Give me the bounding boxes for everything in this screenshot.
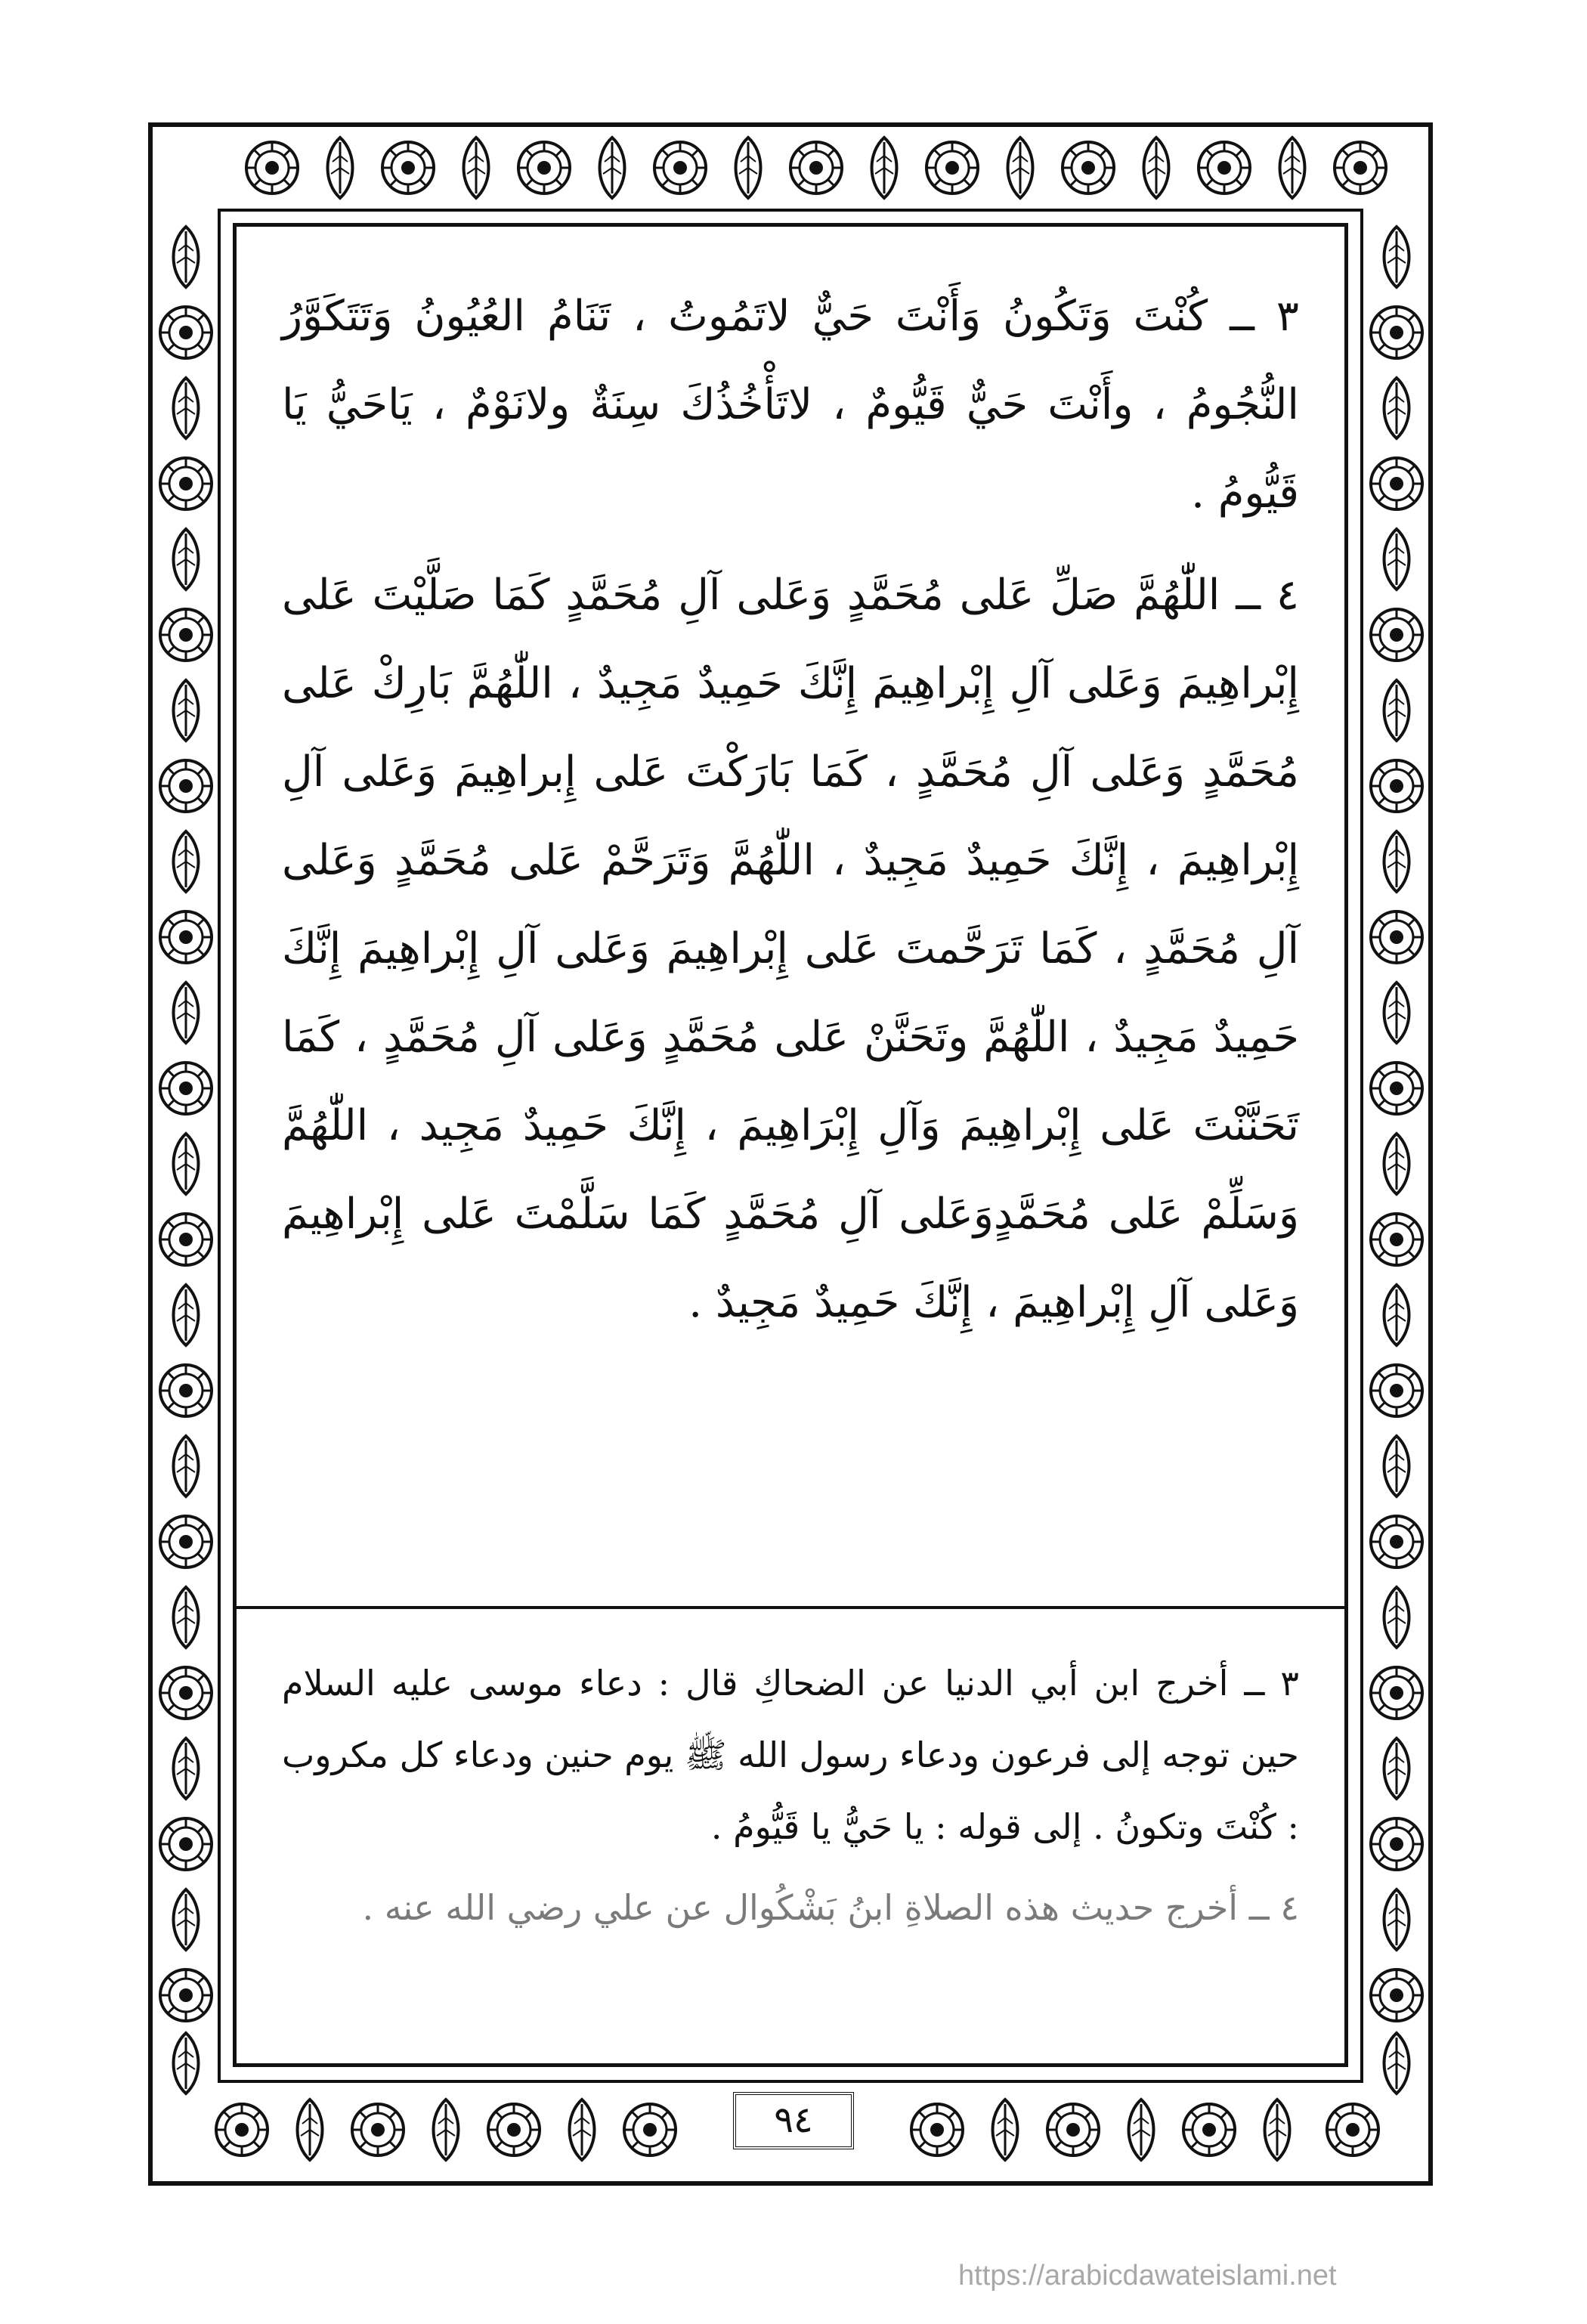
watermark-url: https://arabicdawateislami.net	[958, 2260, 1337, 2292]
footnote-3: ٣ ــ أخرج ابن أبي الدنيا عن الضحاكِ قال : دعاء موسى عليه السلام حين توجه إلى فرعون ودعاء رسول الله ﷺ يوم حنين ودعاء كل مكروب : كُنْتَ وتكونُ . إلى قوله : يا حَيُّ يا قَيُّومُ .	[282, 1663, 1299, 1847]
footnote-divider	[237, 1606, 1344, 1609]
main-text	[282, 272, 1299, 1360]
dua-paragraph-4: ٤ ــ اللّٰهُمَّ صَلِّ عَلى مُحَمَّدٍ وَعَلى آلِ مُحَمَّدٍ كَمَا صَلَّيْتَ عَلى إِبْراهِيمَ وَعَلى آلِ إِبْراهِيمَ إِنَّكَ حَمِيدٌ مَجِيدٌ ، اللّٰهُمَّ بَارِكْ عَلى مُحَمَّدٍ وَعَلى آلِ مُحَمَّدٍ ، كَمَا بَارَكْتَ عَلى إِبراهِيمَ وَعَلى آلِ إِبْراهِيمَ ، إِنَّكَ حَمِيدٌ مَجِيدٌ ، اللّٰهُمَّ وَتَرَحَّمْ عَلى مُحَمَّدٍ وَعَلى آلِ مُحَمَّدٍ ، كَمَا تَرَحَّمتَ عَلى إِبْراهِيمَ وَعَلى آلِ إِبْراهِيمَ إِنَّكَ حَمِيدٌ مَجِيدٌ ، اللّٰهُمَّ وتَحَنَّنْ عَلى مُحَمَّدٍ وَعَلى آلِ مُحَمَّدٍ ، كَمَا تَحَنَّنْتَ عَلى إِبْراهِيمَ وَآلِ إِبْرَاهِيمَ ، إِنَّكَ حَمِيدٌ مَجِيد ، اللّٰهُمَّ وَسَلِّمْ عَلى مُحَمَّدٍوَعَلى آلِ مُحَمَّدٍ كَمَا سَلَّمْتَ عَلى إِبْراهِيمَ وَعَلى آلِ إِبْراهِيمَ ، إِنَّكَ حَمِيدٌ مَجِيدٌ .	[282, 571, 1299, 1327]
text-panel	[233, 223, 1348, 2067]
page-number: ٩٤	[733, 2092, 854, 2149]
footnote-4: ٤ ــ أخرج حديث هذه الصلاةِ ابنُ بَشْكُوال عن علي رضي الله عنه .	[362, 1887, 1299, 1928]
footnotes	[282, 1648, 1299, 1953]
dua-paragraph-3: ٣ ــ كُنْتَ وَتَكُونُ وَأَنْتَ حَيٌّ لاتَمُوتُ ، تَنَامُ العُيُونُ وَتَتَكَوَّرُ النُّجُومُ ، وأَنْتَ حَيٌّ قَيُّومٌ ، لاتَأْخُذُكَ سِنَةٌ ولانَوْمٌ ، يَاحَيُّ يَا قَيُّومُ .	[282, 292, 1299, 518]
